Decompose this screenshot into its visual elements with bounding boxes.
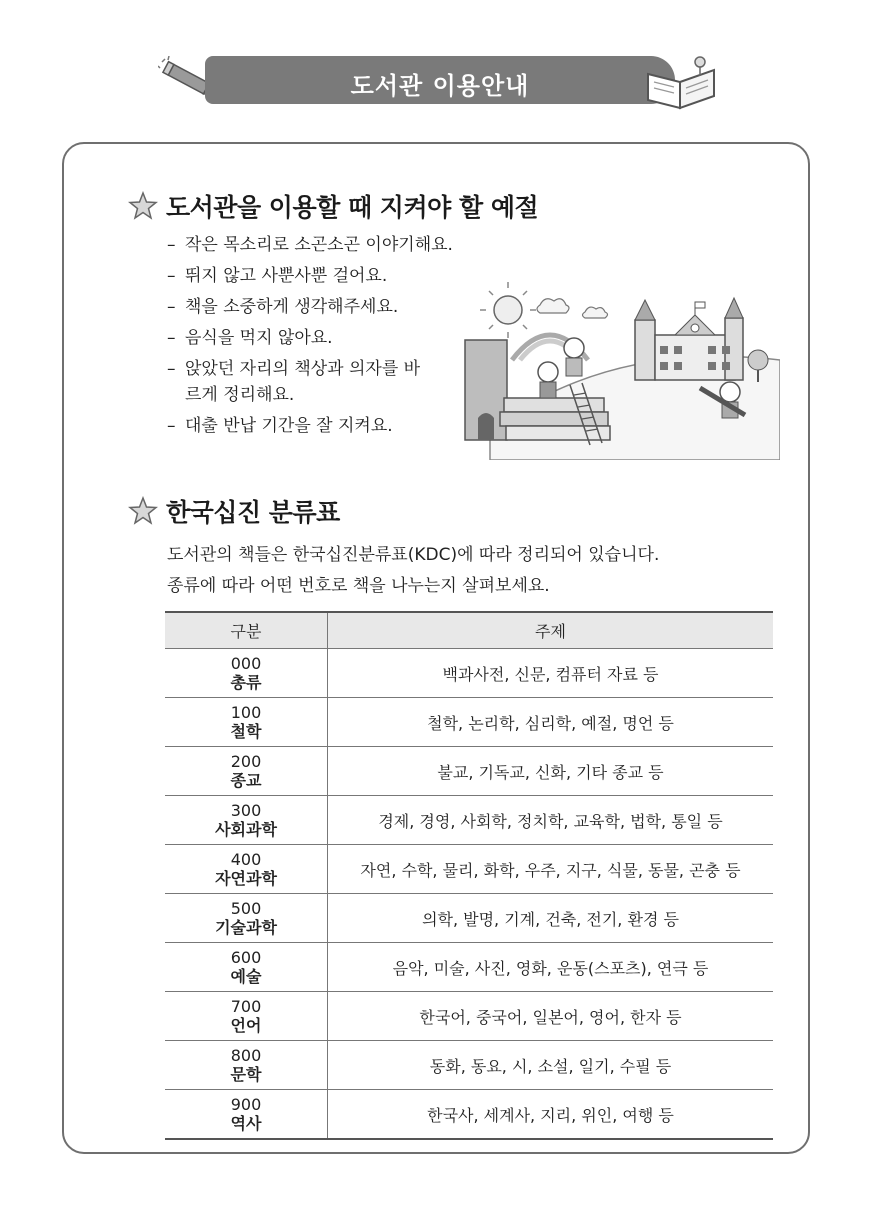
topic-cell: 한국어, 중국어, 일본어, 영어, 한자 등 [328,992,774,1041]
category-cell: 900 역사 [165,1090,328,1140]
topic-cell: 동화, 동요, 시, 소설, 일기, 수필 등 [328,1041,774,1090]
column-header-topic: 주제 [328,612,774,649]
table-header-row [165,612,773,649]
list-item: – 대출 반납 기간을 잘 지켜요. [167,416,393,436]
topic-cell: 경제, 경영, 사회학, 정치학, 교육학, 법학, 통일 등 [328,796,774,845]
category-cell: 700 언어 [165,992,328,1041]
topic-cell: 백과사전, 신문, 컴퓨터 자료 등 [328,649,774,698]
category-cell: 300 사회과학 [165,796,328,845]
topic-cell: 의학, 발명, 기계, 건축, 전기, 환경 등 [328,894,774,943]
list-item: – 앉았던 자리의 책상과 의자를 바르게 정리해요. [167,359,421,405]
category-cell: 100 철학 [165,698,328,747]
topic-cell: 자연, 수학, 물리, 화학, 우주, 지구, 식물, 동물, 곤충 등 [328,845,774,894]
category-cell: 600 예술 [165,943,328,992]
table-row [165,992,773,1041]
table-row [165,1090,773,1140]
list-item: – 작은 목소리로 소곤소곤 이야기해요. [167,235,453,255]
kdc-table [165,611,773,1140]
category-cell: 800 문학 [165,1041,328,1090]
kdc-title: 한국십진 분류표 [166,498,340,527]
table-row [165,1041,773,1090]
table-row [165,796,773,845]
list-item: – 뛰지 않고 사뿐사뿐 걸어요. [167,266,388,286]
list-item: – 음식을 먹지 않아요. [167,328,333,348]
etiquette-list [167,232,487,444]
table-row [165,894,773,943]
star-icon [128,191,158,221]
category-cell: 400 자연과학 [165,845,328,894]
category-cell: 000 총류 [165,649,328,698]
topic-cell: 한국사, 세계사, 지리, 위인, 여행 등 [328,1090,774,1140]
title-banner [205,56,675,104]
table-row [165,698,773,747]
table-row [165,845,773,894]
category-cell: 200 종교 [165,747,328,796]
category-cell: 500 기술과학 [165,894,328,943]
etiquette-title: 도서관을 이용할 때 지켜야 할 예절 [166,193,539,222]
table-row [165,649,773,698]
table-row [165,747,773,796]
children-library-illustration [460,280,780,460]
intro-line: 도서관의 책들은 한국십진분류표(KDC)에 따라 정리되어 있습니다. [167,545,660,565]
topic-cell: 철학, 논리학, 심리학, 예절, 명언 등 [328,698,774,747]
topic-cell: 불교, 기독교, 신화, 기타 종교 등 [328,747,774,796]
column-header-category: 구분 [165,612,328,649]
page-title: 도서관 이용안내 [350,72,530,100]
open-book-icon [642,52,722,112]
kdc-intro [167,540,659,602]
etiquette-heading [128,188,538,224]
list-item: – 책을 소중하게 생각해주세요. [167,297,399,317]
topic-cell: 음악, 미술, 사진, 영화, 운동(스포츠), 연극 등 [328,943,774,992]
kdc-heading [128,493,340,529]
star-icon [128,496,158,526]
intro-line: 종류에 따라 어떤 번호로 책을 나누는지 살펴보세요. [167,576,550,596]
table-row [165,943,773,992]
